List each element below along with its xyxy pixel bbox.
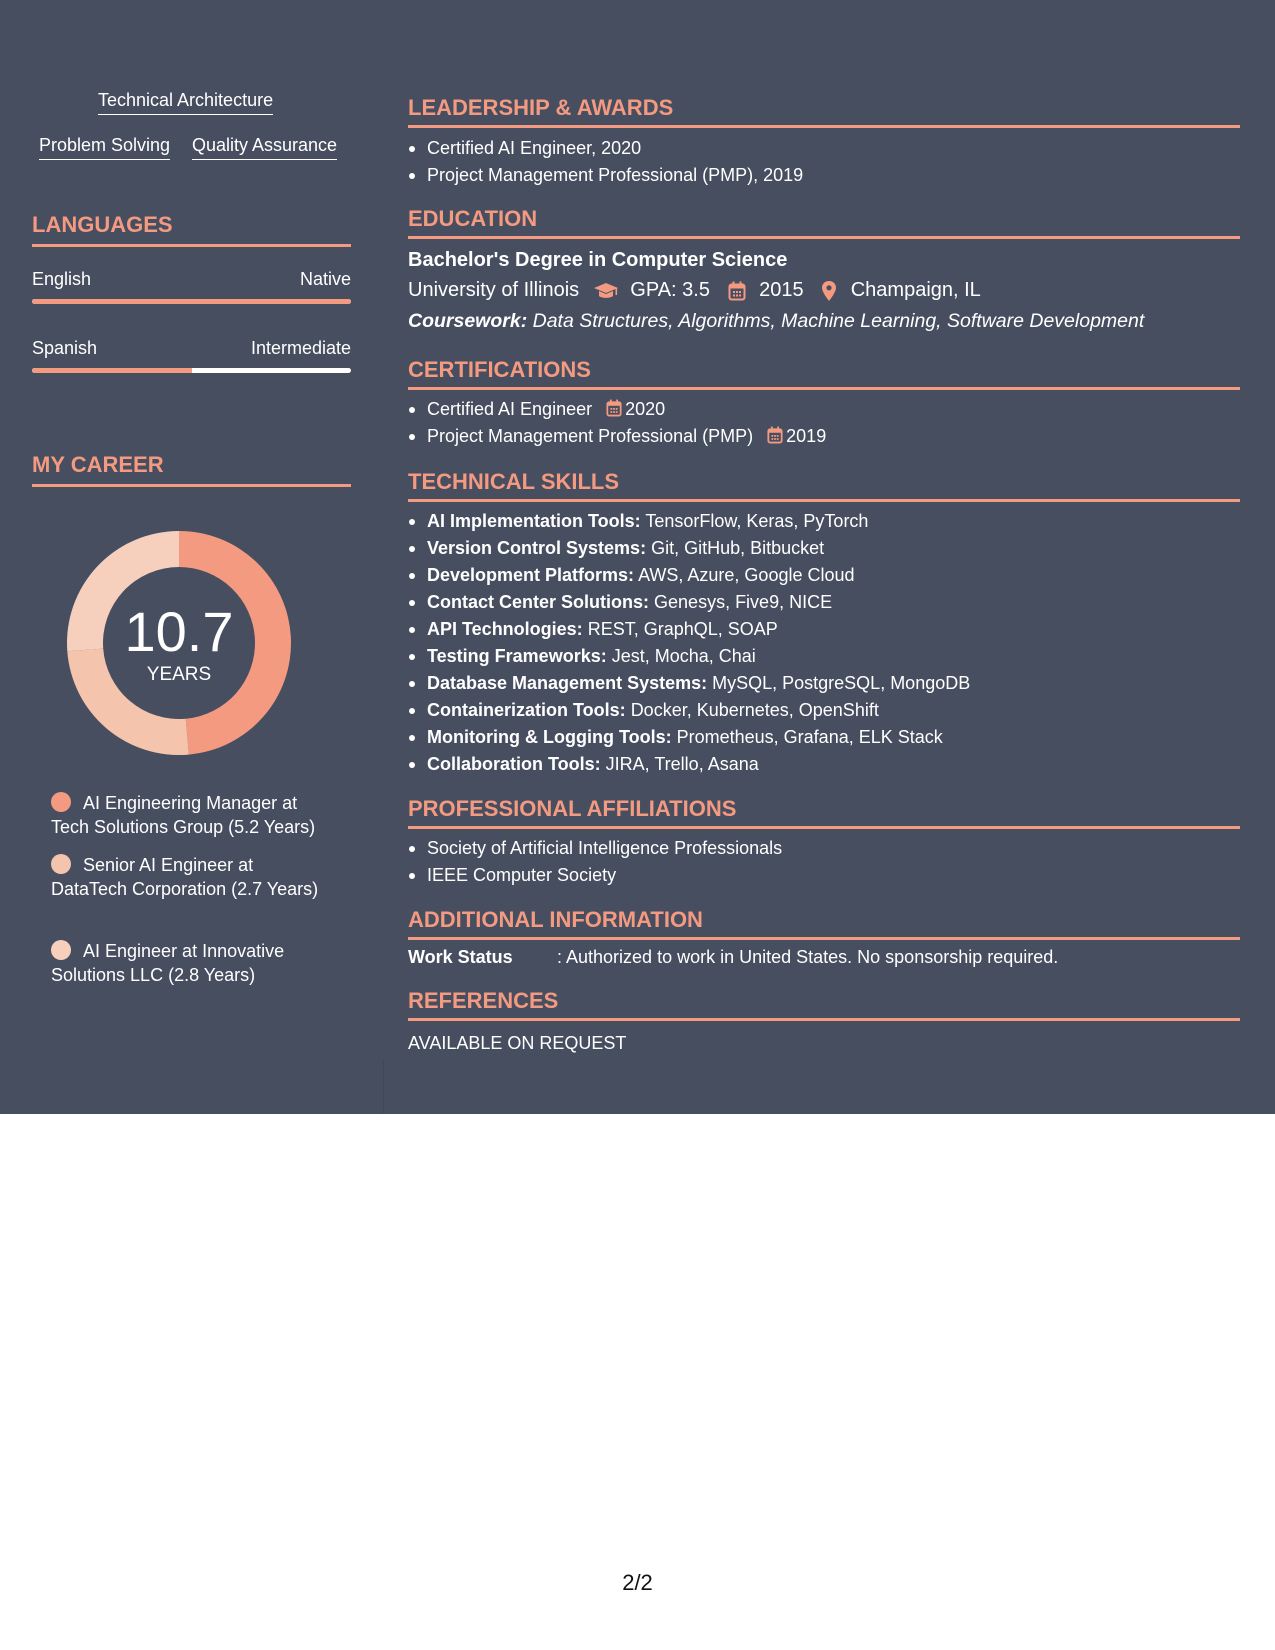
education-school: University of Illinois [408,279,580,302]
page-number: 2/2 [622,1570,653,1595]
leadership-list [408,135,803,189]
skill-label: Contact Center Solutions: [427,592,650,612]
career-dot-icon [51,792,71,812]
skill-tag: Problem Solving [39,134,170,160]
language-level: Intermediate [250,338,351,358]
list-item: IEEE Computer Society [408,862,782,889]
language-row [32,338,351,360]
career-item-label: Senior AI Engineer at DataTech Corporation (2.7 Years) [51,855,319,899]
list-item [408,396,826,423]
language-row [32,269,351,291]
certification-name: Project Management Professional (PMP) [427,426,754,446]
column-divider [383,1060,384,1114]
list-item [408,589,970,616]
skill-tag: Quality Assurance [192,134,337,160]
skill-value: Jest, Mocha, Chai [611,646,756,666]
list-item: Certified AI Engineer, 2020 [408,135,803,162]
list-item [408,508,970,535]
additional-info-heading: ADDITIONAL INFORMATION [408,907,1240,940]
education-year: 2015 [759,279,804,302]
education-degree: Bachelor's Degree in Computer Science [408,249,788,271]
list-item: Project Management Professional (PMP), 2019 [408,162,803,189]
language-name: Spanish [32,338,98,358]
skill-label: Database Management Systems: [427,673,708,693]
education-location: Champaign, IL [850,279,981,302]
skill-value: Genesys, Five9, NICE [654,592,833,612]
certification-name: Certified AI Engineer [427,399,593,419]
work-status-value: : Authorized to work in United States. No sponsorship required. [557,947,1059,967]
leadership-heading: LEADERSHIP & AWARDS [408,95,1240,128]
coursework-value: Data Structures, Algorithms, Machine Learning, Software Development [532,310,1145,332]
career-heading: MY CAREER [32,452,351,487]
skill-value: JIRA, Trello, Asana [605,754,759,774]
language-name: English [32,269,92,289]
skill-label: Containerization Tools: [427,700,626,720]
list-item [408,724,970,751]
language-bar-fill [32,368,192,373]
skill-value: Git, GitHub, Bitbucket [651,538,825,558]
skill-value: Prometheus, Grafana, ELK Stack [676,727,943,747]
list-item [408,535,970,562]
affiliations-heading: PROFESSIONAL AFFILIATIONS [408,796,1240,829]
skill-tag: Technical Architecture [98,89,273,115]
skill-value: REST, GraphQL, SOAP [587,619,778,639]
skill-label: AI Implementation Tools: [427,511,641,531]
career-dot-icon [51,854,71,874]
language-bar [32,299,351,304]
list-item [408,562,970,589]
career-item [51,791,331,839]
language-bar-fill [32,299,351,304]
skill-label: Monitoring & Logging Tools: [427,727,672,747]
list-item: Society of Artificial Intelligence Professionals [408,835,782,862]
work-status-row [408,947,1058,968]
coursework-label: Coursework: [408,310,528,332]
skill-value: AWS, Azure, Google Cloud [638,565,855,585]
career-dot-icon [51,940,71,960]
calendar-icon [606,399,622,417]
career-total-unit: YEARS [146,664,212,685]
work-status-label: Work Status [408,947,513,967]
education-coursework [408,310,1144,333]
references-text: AVAILABLE ON REQUEST [408,1033,627,1053]
skill-label: Version Control Systems: [427,538,647,558]
career-item-label: AI Engineer at Innovative Solutions LLC (2.8 Years) [51,941,285,985]
calendar-icon [767,426,783,444]
education-heading: EDUCATION [408,206,1240,239]
career-item [51,853,331,901]
skill-value: Docker, Kubernetes, OpenShift [630,700,879,720]
list-item [408,616,970,643]
skill-value: MySQL, PostgreSQL, MongoDB [712,673,971,693]
certification-year: 2019 [786,426,827,446]
graduation-cap-icon [593,281,619,301]
calendar-icon [728,281,746,301]
technical-skills-list [408,508,970,778]
certifications-list [408,396,826,450]
career-item [51,939,331,987]
list-item [408,423,826,450]
skill-label: API Technologies: [427,619,583,639]
education-details [408,279,981,302]
career-donut-chart [67,531,291,755]
language-level: Native [299,269,351,289]
technical-skills-heading: TECHNICAL SKILLS [408,469,1240,502]
certification-year: 2020 [625,399,666,419]
list-item [408,643,970,670]
references-heading: REFERENCES [408,988,1240,1021]
list-item [408,751,970,778]
list-item [408,697,970,724]
career-total-years: 10.7 [124,600,234,663]
affiliations-list [408,835,782,889]
certifications-heading: CERTIFICATIONS [408,357,1240,390]
list-item [408,670,970,697]
languages-heading: LANGUAGES [32,212,351,247]
skill-label: Development Platforms: [427,565,635,585]
career-item-label: AI Engineering Manager at Tech Solutions Group (5.2 Years) [51,793,316,837]
education-gpa: GPA: 3.5 [630,279,710,302]
skill-label: Collaboration Tools: [427,754,601,774]
skill-label: Testing Frameworks: [427,646,607,666]
language-bar [32,368,351,373]
map-pin-icon [821,280,837,302]
skill-value: TensorFlow, Keras, PyTorch [645,511,869,531]
